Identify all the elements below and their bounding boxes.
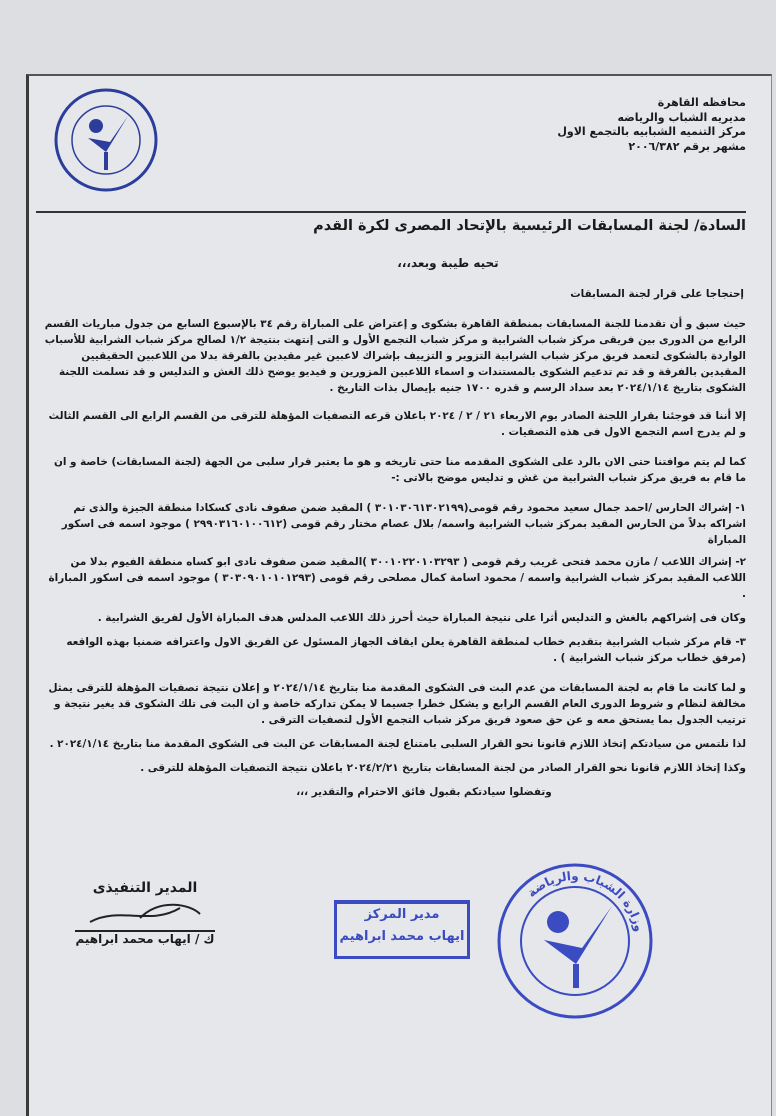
signature-block (75, 880, 215, 946)
paragraph: وكان فى إشراكهم بالغش و التدليس أثرا على نتيجة المباراة حيث أحرز ذلك اللاعب المدلس هدف المباراة الأول لفريق الشرابية . (97, 612, 746, 624)
paragraph: حيث سبق و أن تقدمنا للجنة المسابقات بمنطقة القاهرة بشكوى و إعتراض على المباراة رقم ٣٤ بالإسبوع السابع من جدول مباريات القسم الرابع من الدورى بين فريقى مركز شباب الشرابية و مركز شباب التجمع الأول و التى إنتهت بنتيجة ١/٢ لصالح مركز شباب الشرابية للأسباب الواردة بالشكوى لتعمد فريق مركز شباب الشرابية التزوير و التزييف بإشراك لاعبين غير مقيدين بالفرقة بدلا من اللاعبين الحقيقيين المقيدين بالفرقة و قد تم تدعيم الشكوى بالمستندات و اسماء اللاعبين المزورين و فيديو يوضح ذلك الغش و التدليس و قد تسلمت اللجنة الشكوى بتاريخ ٢٠٢٤/١/١٤ بعد سداد الرسم و قدره ١٧٠٠ جنيه بإيصال بذات التاريخ . (44, 318, 746, 394)
closing: وتفضلوا سيادتكم بقبول فائق الاحترام والتقدير ،،، (296, 786, 552, 798)
letterhead-line: مركز التنميه الشبابيه بالتجمع الاول (557, 125, 746, 138)
subject: إحتجاجا على قرار لجنة المسابقات (570, 288, 744, 300)
greeting: تحيه طيبة وبعد،،، (397, 256, 499, 270)
header-divider (36, 211, 746, 213)
director-stamp (334, 900, 470, 959)
paragraph: وكذا إتخاذ اللازم قانونا نحو القرار الصادر من لجنة المسابقات بتاريخ ٢٠٢٤/٢/٢١ باعلان نتيجة التصفيات المؤهلة للترقى . (140, 762, 746, 774)
addressee: السادة/ لجنة المسابقات الرئيسية بالإتحاد المصرى لكرة القدم (313, 218, 746, 234)
stamp-title: مدير المركز (364, 907, 440, 922)
letter-body (42, 316, 746, 800)
paragraph: لذا نلتمس من سيادتكم إتخاذ اللازم قانونا نحو القرار السلبى بامتناع لجنة المسابقات عن البت فى الشكوى المقدمة منا بتاريخ ٢٠٢٤/١/١٤ . (49, 738, 746, 750)
letterhead-line: محافظه القاهرة (657, 96, 746, 109)
paragraph: ١- إشراك الحارس /احمد جمال سعيد محمود رقم قومى(٣٠١٠٣٠٦١٣٠٢١٩٩ ) المقيد ضمن صفوف نادى كسكادا منطقة الجيزة والذى تم اشراكه بدلاً من الحارس المقيد بمركز شباب الشرابية واسمه/ بلال عصام مختار رقم قومى (٢٩٩٠٣١٦٠١٠٠٦١٢ ) موجود اسمه فى اسكور المباراة (61, 502, 746, 546)
letterhead (557, 96, 746, 154)
ministry-round-seal (494, 860, 656, 1022)
paragraph: إلا أننا قد فوجئنا بقرار اللجنة الصادر يوم الاربعاء ٢١ / ٢ / ٢٠٢٤ باعلان قرعه التصفيات المؤهلة للترقى من القسم الرابع الى القسم الثالث و لم يدرج اسم التجمع الاول فى هذه التصفيات . (48, 410, 746, 438)
stamp-name: ايهاب محمد ابراهيم (339, 929, 465, 944)
letterhead-line: مشهر برقم ٢٠٠٦/٣٨٢ (628, 139, 746, 153)
signature-name: ك / ايهاب محمد ابراهيم (75, 932, 215, 946)
paragraph: ٢- إشراك اللاعب / مازن محمد فتحى غريب رقم قومى ( ٣٠٠١٠٢٢٠١٠٣٢٩٣ )المقيد ضمن صفوف نادى ابو كساه منطقة الفيوم بدلا من اللاعب المقيد بمركز شباب الشرابية واسمه / محمود اسامة كمال مصلحى رقم قومى (٣٠٣٠٩٠١٠١٠١٢٩٣ ) موجود اسمه فى اسكور المباراة . (48, 556, 746, 600)
paragraph: كما لم يتم موافتنا حتى الان بالرد على الشكوى المقدمه منا حتى تاريخه و هو ما يعتبر قرار سلبى من الجهة (لجنة المسابقات) خاصة و ان ما قام به فريق مركز شباب الشرابية من غش و تدليس موضح بالاتى :- (53, 456, 746, 484)
signature-title: المدير التنفيذى (92, 880, 198, 896)
svg-text:وزارة الشباب والرياضة: وزارة الشباب والرياضة (524, 869, 647, 933)
paragraph: ٣- قام مركز شباب الشرابية بتقديم خطاب لمنطقة القاهرة يعلن ايقاف الجهاز المسئول عن الفريق الاول واعترافه ضمنيا بهذه الواقعه (مرفق خطاب مركز شباب الشرابية ) . (66, 636, 746, 664)
ministry-logo-seal (52, 86, 160, 194)
paragraph: و لما كانت ما قام به لجنة المسابقات من عدم البت فى الشكوى المقدمة منا بتاريخ ٢٠٢٤/١/١٤ و إعلان نتيجة تصفيات المؤهلة للترقى يمثل مخالفة لنظام و شروط الدورى العام القسم الرابع و يشكل خطرا جسيما لا يمكن تداركه خاصة و ان البت فى تلك الشكوى قد يغير نتيجة و ترتيب الجدول بما يستحق معه و عن حق صعود فريق مركز شباب التجمع الأول لتصفيات الترقى . (48, 682, 746, 726)
letterhead-line: مديريه الشباب والرياضه (617, 110, 746, 124)
handwritten-signature (80, 896, 210, 926)
